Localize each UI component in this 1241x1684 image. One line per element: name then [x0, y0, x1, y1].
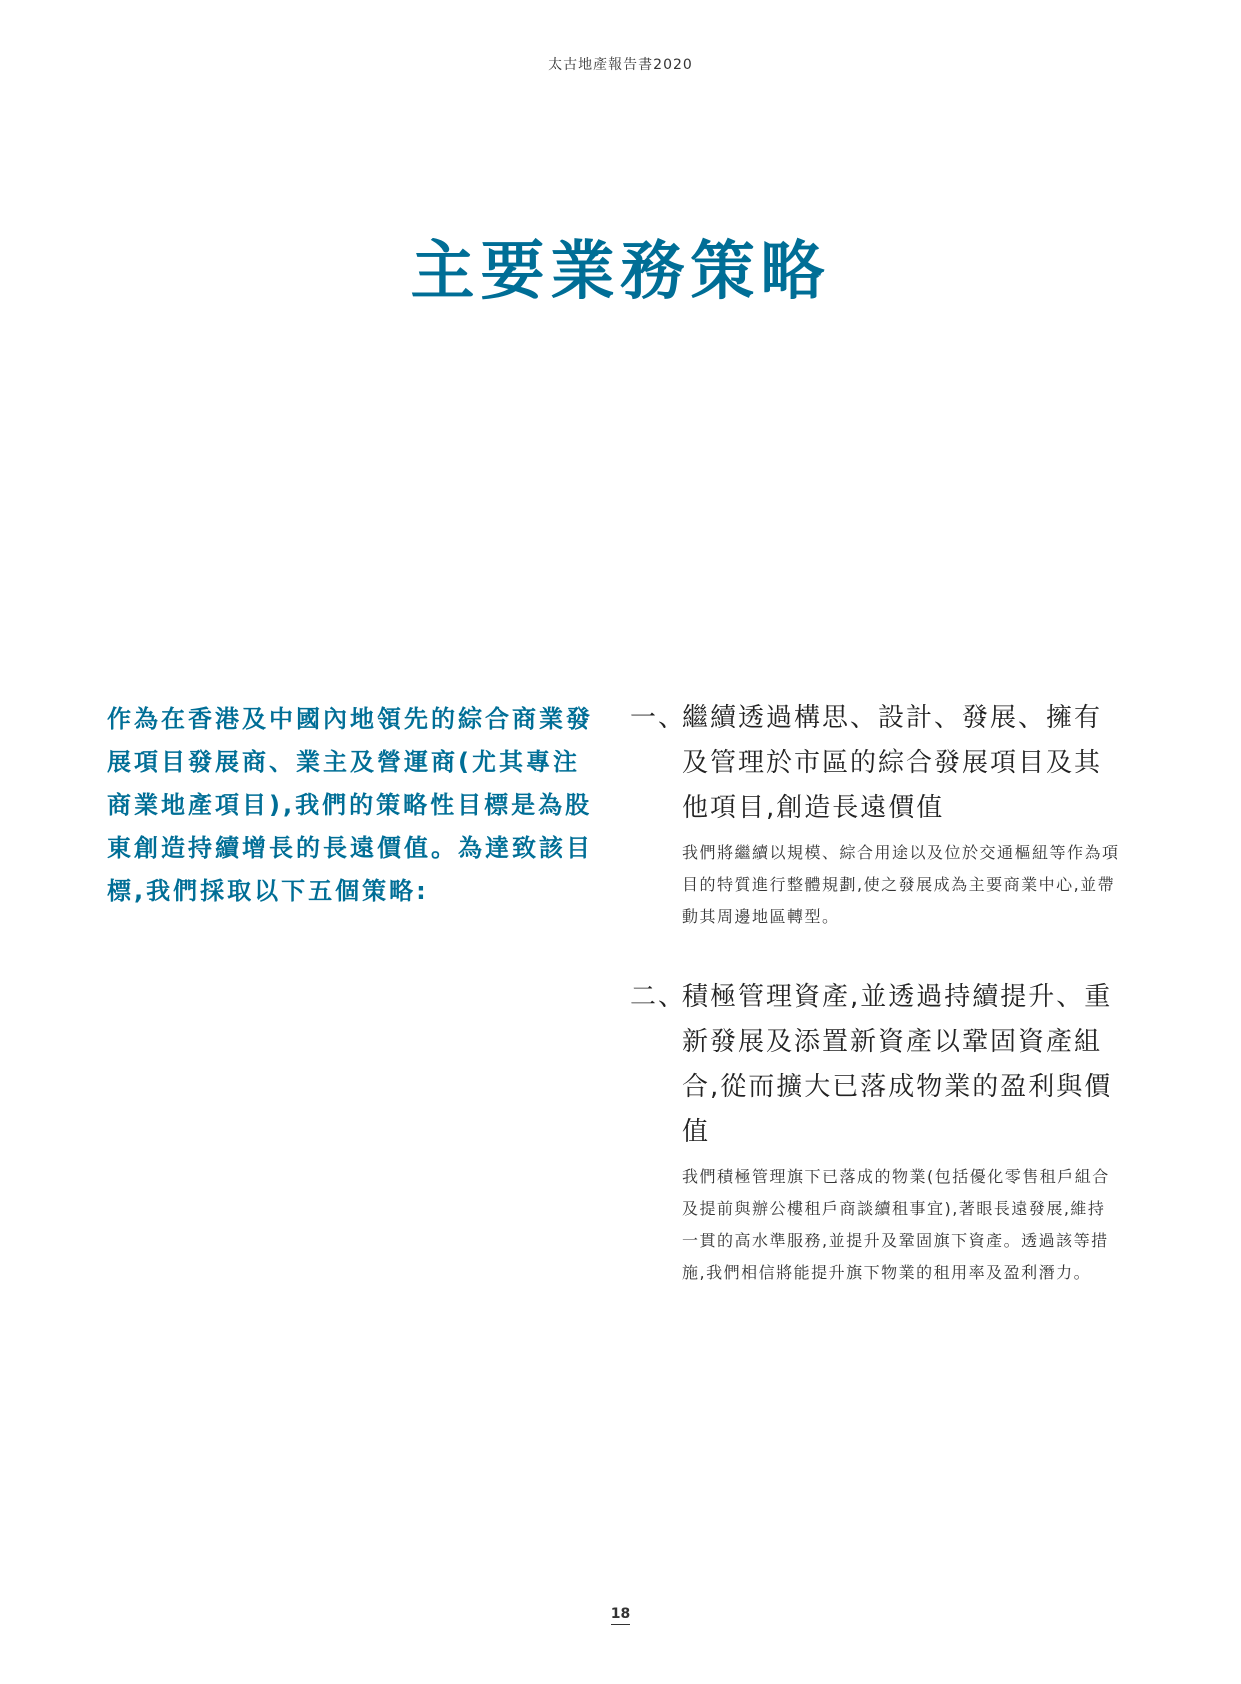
- strategy-item: [630, 696, 1120, 933]
- page-number: [0, 1606, 1241, 1625]
- strategy-heading: [630, 696, 1120, 831]
- page-title: 主要業務策略: [410, 235, 831, 309]
- strategy-number: 二、: [630, 982, 687, 1012]
- page-number-text: 18: [611, 1606, 630, 1625]
- strategy-heading-text: 繼續透過構思、設計、發展、擁有及管理於市區的綜合發展項目及其他項目,創造長遠價值: [682, 703, 1103, 823]
- strategy-item: [630, 975, 1120, 1289]
- strategy-list: [630, 696, 1120, 1331]
- strategy-number: 一、: [630, 703, 687, 733]
- strategy-heading: [630, 975, 1120, 1155]
- intro-paragraph: 作為在香港及中國內地領先的綜合商業發展項目發展商、業主及營運商(尤其專注商業地產項目),我們的策略性目標是為股東創造持續增長的長遠價值。為達致該目標,我們採取以下五個策略:: [107, 705, 593, 905]
- strategy-heading-text: 積極管理資產,並透過持續提升、重新發展及添置新資產以鞏固資產組合,從而擴大已落成物業的盈利與價值: [682, 982, 1113, 1147]
- running-header: 太古地產報告書2020: [548, 57, 693, 73]
- strategy-body: 我們積極管理旗下已落成的物業(包括優化零售租戶組合及提前與辦公樓租戶商談續租事宜),著眼長遠發展,維持一貫的高水準服務,並提升及鞏固旗下資產。透過該等措施,我們相信將能提升旗下物業的租用率及盈利潛力。: [682, 1167, 1110, 1282]
- strategy-body: 我們將繼續以規模、綜合用途以及位於交通樞紐等作為項目的特質進行整體規劃,使之發展成為主要商業中心,並帶動其周邊地區轉型。: [682, 843, 1120, 926]
